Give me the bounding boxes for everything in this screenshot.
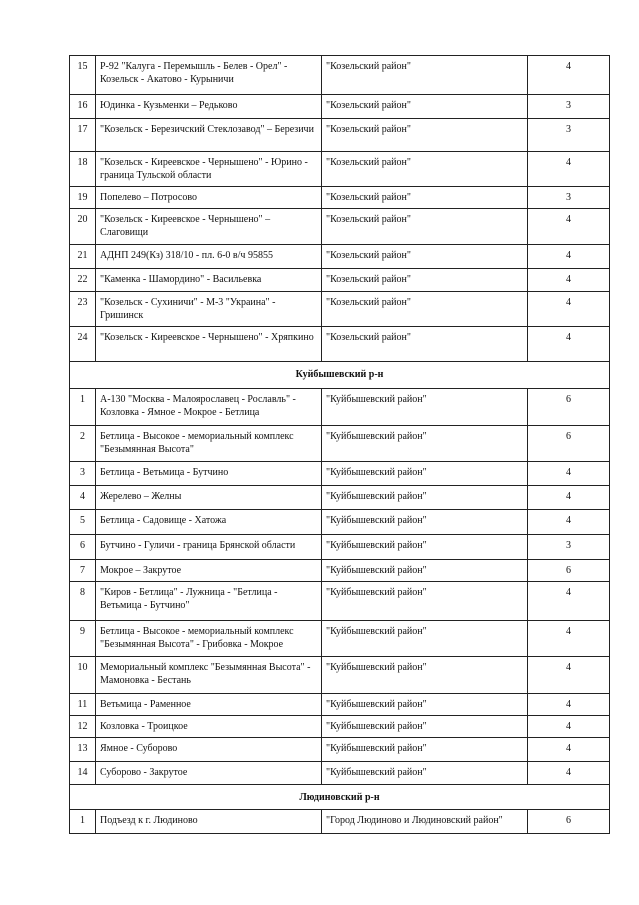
- road-owner: "Козельский район": [322, 245, 528, 269]
- table-row: [70, 95, 610, 119]
- road-name: "Козельск - Киреевское - Чернышено" – Слаговищи: [96, 209, 322, 245]
- road-name: "Каменка - Шамордино" - Васильевка: [96, 269, 322, 292]
- road-name: А-130 "Москва - Малоярославец - Рославль" - Козловка - Ямное - Мокрое - Бетлица: [96, 389, 322, 426]
- road-owner: "Козельский район": [322, 327, 528, 362]
- road-name: АДНП 249(Кз) 318/10 - пл. 6-0 в/ч 95855: [96, 245, 322, 269]
- table-row: [70, 245, 610, 269]
- table-row: [70, 657, 610, 694]
- row-number: 7: [70, 560, 96, 582]
- road-owner: "Куйбышевский район": [322, 426, 528, 462]
- row-number: 16: [70, 95, 96, 119]
- row-number: 11: [70, 694, 96, 716]
- road-value: 3: [528, 535, 610, 560]
- table-row: [70, 560, 610, 582]
- road-name: Бетлица - Высокое - мемориальный комплекс "Безымянная Высота": [96, 426, 322, 462]
- road-name: Козловка - Троицкое: [96, 716, 322, 738]
- road-owner: "Куйбышевский район": [322, 462, 528, 486]
- table-row: [70, 694, 610, 716]
- row-number: 13: [70, 738, 96, 762]
- road-owner: "Козельский район": [322, 292, 528, 327]
- table-row: [70, 621, 610, 657]
- row-number: 22: [70, 269, 96, 292]
- road-value: 3: [528, 95, 610, 119]
- table-row: [70, 426, 610, 462]
- road-owner: "Куйбышевский район": [322, 716, 528, 738]
- road-value: 4: [528, 269, 610, 292]
- roads-table-body: [70, 56, 610, 834]
- district-title: Людиновский р-н: [70, 785, 610, 810]
- road-name: "Козельск - Сухиничи" - М-3 "Украина" - Гришинск: [96, 292, 322, 327]
- table-row: [70, 119, 610, 152]
- row-number: 5: [70, 510, 96, 535]
- road-value: 4: [528, 462, 610, 486]
- row-number: 14: [70, 762, 96, 785]
- road-value: 4: [528, 716, 610, 738]
- road-owner: "Козельский район": [322, 56, 528, 95]
- road-owner: "Козельский район": [322, 119, 528, 152]
- road-name: "Козельск - Березичский Стеклозавод" – Березичи: [96, 119, 322, 152]
- table-row: [70, 269, 610, 292]
- road-value: 4: [528, 209, 610, 245]
- district-header-row: [70, 785, 610, 810]
- row-number: 24: [70, 327, 96, 362]
- road-name: Бетлица - Ветьмица - Бутчино: [96, 462, 322, 486]
- row-number: 4: [70, 486, 96, 510]
- road-name: Ветьмица - Раменное: [96, 694, 322, 716]
- roads-table: [69, 55, 610, 834]
- road-owner: "Куйбышевский район": [322, 389, 528, 426]
- road-value: 6: [528, 426, 610, 462]
- row-number: 17: [70, 119, 96, 152]
- row-number: 1: [70, 810, 96, 834]
- road-name: Подъезд к г. Людиново: [96, 810, 322, 834]
- row-number: 6: [70, 535, 96, 560]
- road-owner: "Куйбышевский район": [322, 762, 528, 785]
- table-row: [70, 327, 610, 362]
- table-row: [70, 152, 610, 187]
- row-number: 12: [70, 716, 96, 738]
- table-row: [70, 389, 610, 426]
- road-value: 4: [528, 292, 610, 327]
- table-row: [70, 187, 610, 209]
- road-name: "Козельск - Киреевское - Чернышено" - Юрино - граница Тульской области: [96, 152, 322, 187]
- road-value: 3: [528, 187, 610, 209]
- row-number: 10: [70, 657, 96, 694]
- road-name: Жерелево – Желны: [96, 486, 322, 510]
- road-value: 4: [528, 56, 610, 95]
- table-row: [70, 462, 610, 486]
- road-owner: "Козельский район": [322, 209, 528, 245]
- table-row: [70, 56, 610, 95]
- row-number: 18: [70, 152, 96, 187]
- road-name: Юдинка - Кузьменки – Редьково: [96, 95, 322, 119]
- road-value: 4: [528, 245, 610, 269]
- road-value: 4: [528, 152, 610, 187]
- road-value: 6: [528, 810, 610, 834]
- road-owner: "Куйбышевский район": [322, 694, 528, 716]
- road-value: 3: [528, 119, 610, 152]
- road-owner: "Куйбышевский район": [322, 582, 528, 621]
- table-row: [70, 292, 610, 327]
- road-value: 4: [528, 762, 610, 785]
- road-name: Суборово - Закрутое: [96, 762, 322, 785]
- road-owner: "Город Людиново и Людиновский район": [322, 810, 528, 834]
- road-owner: "Козельский район": [322, 187, 528, 209]
- row-number: 21: [70, 245, 96, 269]
- road-value: 4: [528, 657, 610, 694]
- road-name: "Козельск - Киреевское - Чернышено" - Хряпкино: [96, 327, 322, 362]
- table-row: [70, 535, 610, 560]
- road-name: "Киров - Бетлица" - Лужница - "Бетлица - Ветьмица - Бутчино": [96, 582, 322, 621]
- road-owner: "Куйбышевский район": [322, 535, 528, 560]
- row-number: 15: [70, 56, 96, 95]
- row-number: 2: [70, 426, 96, 462]
- road-value: 4: [528, 738, 610, 762]
- road-owner: "Куйбышевский район": [322, 486, 528, 510]
- road-value: 4: [528, 327, 610, 362]
- table-row: [70, 582, 610, 621]
- road-owner: "Куйбышевский район": [322, 560, 528, 582]
- row-number: 19: [70, 187, 96, 209]
- table-row: [70, 810, 610, 834]
- table-row: [70, 486, 610, 510]
- table-row: [70, 510, 610, 535]
- road-owner: "Козельский район": [322, 152, 528, 187]
- road-owner: "Козельский район": [322, 95, 528, 119]
- table-row: [70, 716, 610, 738]
- row-number: 20: [70, 209, 96, 245]
- road-name: Попелево – Потросово: [96, 187, 322, 209]
- row-number: 8: [70, 582, 96, 621]
- road-owner: "Козельский район": [322, 269, 528, 292]
- road-value: 4: [528, 582, 610, 621]
- table-row: [70, 209, 610, 245]
- table-row: [70, 762, 610, 785]
- road-value: 4: [528, 486, 610, 510]
- road-name: Бетлица - Садовище - Хатожа: [96, 510, 322, 535]
- row-number: 9: [70, 621, 96, 657]
- road-owner: "Куйбышевский район": [322, 738, 528, 762]
- road-name: Бетлица - Высокое - мемориальный комплекс "Безымянная Высота" - Грибовка - Мокрое: [96, 621, 322, 657]
- road-value: 4: [528, 694, 610, 716]
- district-header-row: [70, 362, 610, 389]
- road-name: Мемориальный комплекс "Безымянная Высота" - Мамоновка - Бестань: [96, 657, 322, 694]
- road-value: 4: [528, 510, 610, 535]
- road-name: Бутчино - Гуличи - граница Брянской области: [96, 535, 322, 560]
- road-name: Р-92 "Калуга - Перемышль - Белев - Орел" - Козельск - Акатово - Курыничи: [96, 56, 322, 95]
- row-number: 23: [70, 292, 96, 327]
- road-name: Ямное - Суборово: [96, 738, 322, 762]
- road-owner: "Куйбышевский район": [322, 510, 528, 535]
- road-name: Мокрое – Закрутое: [96, 560, 322, 582]
- road-value: 4: [528, 621, 610, 657]
- row-number: 1: [70, 389, 96, 426]
- road-owner: "Куйбышевский район": [322, 621, 528, 657]
- row-number: 3: [70, 462, 96, 486]
- road-value: 6: [528, 560, 610, 582]
- road-owner: "Куйбышевский район": [322, 657, 528, 694]
- table-row: [70, 738, 610, 762]
- district-title: Куйбышевский р-н: [70, 362, 610, 389]
- road-value: 6: [528, 389, 610, 426]
